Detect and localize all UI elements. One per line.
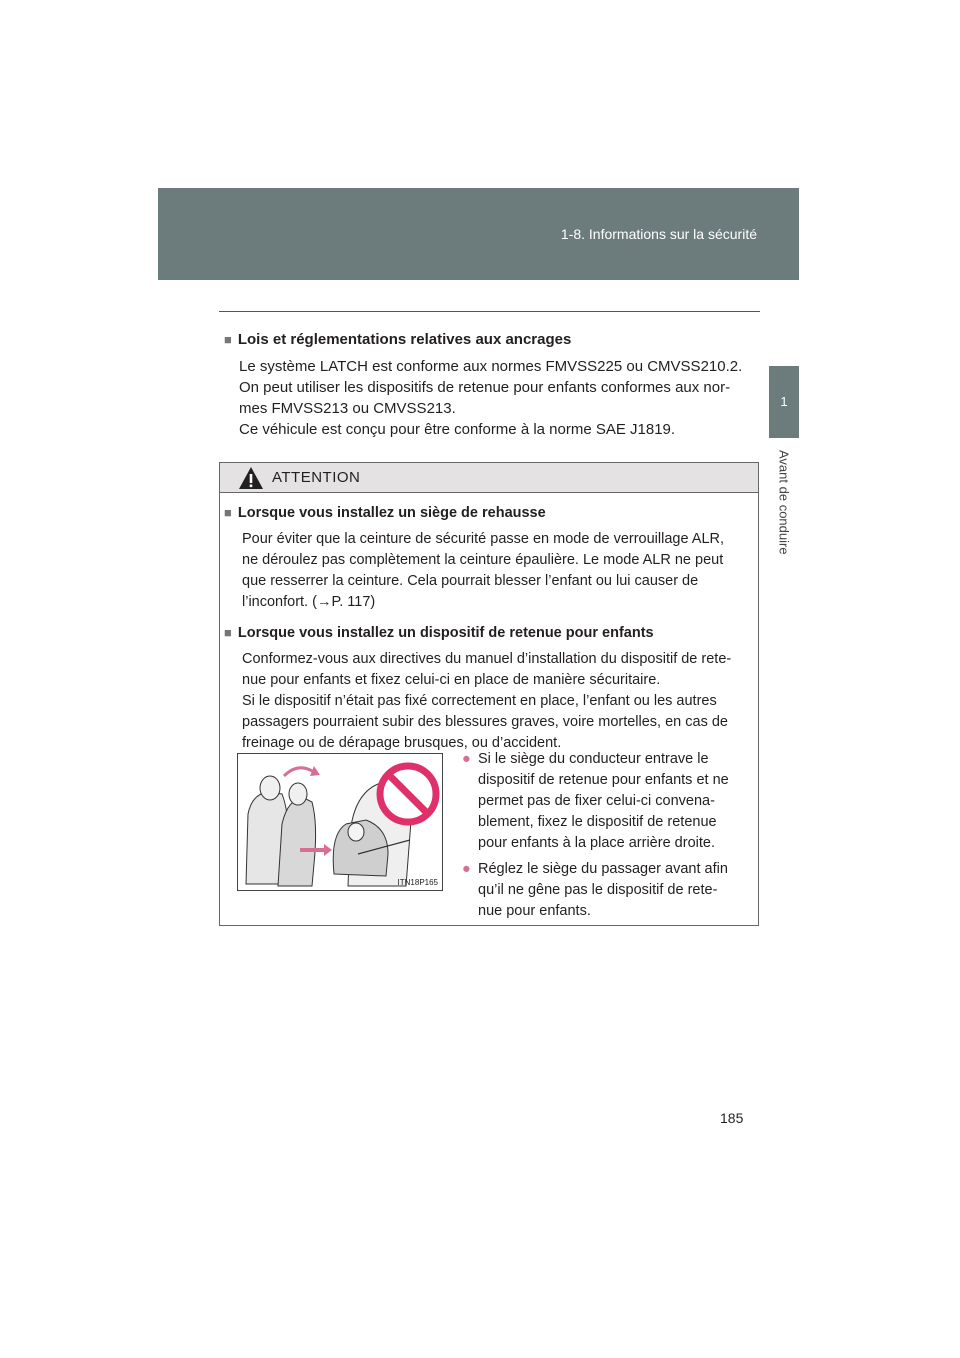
caution-item2-paragraph: Conformez-vous aux directives du manuel d’installation du dispositif de rete- nue pour enfants et fixez celui-ci en place de manière sécuritaire. Si le dispositif n’était pas fixé correctement en place, l’enfant ou les autres passagers pourraient subir des blessures graves, voire mortelles, en cas de freinage ou de dérapage brusques, ou d’accident. — [242, 651, 732, 751]
illustration-code: ITN18P165 — [397, 878, 438, 887]
caution-title: ATTENTION — [272, 469, 361, 486]
section-rule — [219, 311, 760, 312]
chapter-label: Avant de conduire — [776, 450, 792, 555]
section-paragraph: Le système LATCH est conforme aux normes FMVSS225 ou CMVSS210.2. On peut utiliser les dispositifs de retenue pour enfants conformes aux nor- mes FMVSS213 ou CMVSS213. Ce véhicule est conçu pour être conforme à la norme SAE J1819. — [239, 358, 743, 438]
list-item: ● Réglez le siège du passager avant afin qu’il ne gêne pas le dispositif de rete- nue pour enfants. — [462, 861, 728, 919]
seat-illustration — [237, 753, 443, 891]
header-bar — [158, 188, 799, 280]
caution-bullets — [462, 749, 757, 927]
chapter-tab: 1 — [769, 366, 799, 438]
car-seat-illustration — [238, 754, 442, 890]
list-item: ● Si le siège du conducteur entrave le dispositif de retenue pour enfants et ne permet pas de fixer celui-ci convena- blement, fixez le dispositif de retenue pour enfants à la place arrière droite. — [462, 751, 729, 851]
section-heading: ■ Lois et réglementations relatives aux ancrages — [224, 331, 572, 348]
square-bullet-icon: ■ — [224, 505, 232, 520]
caution-box — [219, 462, 759, 926]
square-bullet-icon: ■ — [224, 625, 232, 640]
page-number: 185 — [720, 1110, 744, 1126]
square-bullet-icon: ■ — [224, 332, 232, 347]
caution-header — [220, 463, 758, 493]
header-title: 1-8. Informations sur la sécurité — [560, 226, 757, 242]
caution-content — [224, 503, 754, 764]
circle-bullet-icon: ● — [462, 751, 471, 767]
caution-item1-heading: ■ Lorsque vous installez un siège de rehausse — [224, 505, 546, 521]
circle-bullet-icon: ● — [462, 861, 471, 877]
anchorage-section — [224, 330, 754, 440]
warning-triangle-icon — [238, 466, 264, 490]
caution-item1-paragraph: Pour éviter que la ceinture de sécurité passe en mode de verrouillage ALR, ne déroulez pas complètement la ceinture épaulière. Le mode ALR ne peut que resserrer la ceinture. Cela pourrait blesser l’enfant ou lui causer de l’inconfort. (→P. 117) — [242, 531, 725, 610]
caution-item2-heading: ■ Lorsque vous installez un dispositif de retenue pour enfants — [224, 625, 654, 641]
